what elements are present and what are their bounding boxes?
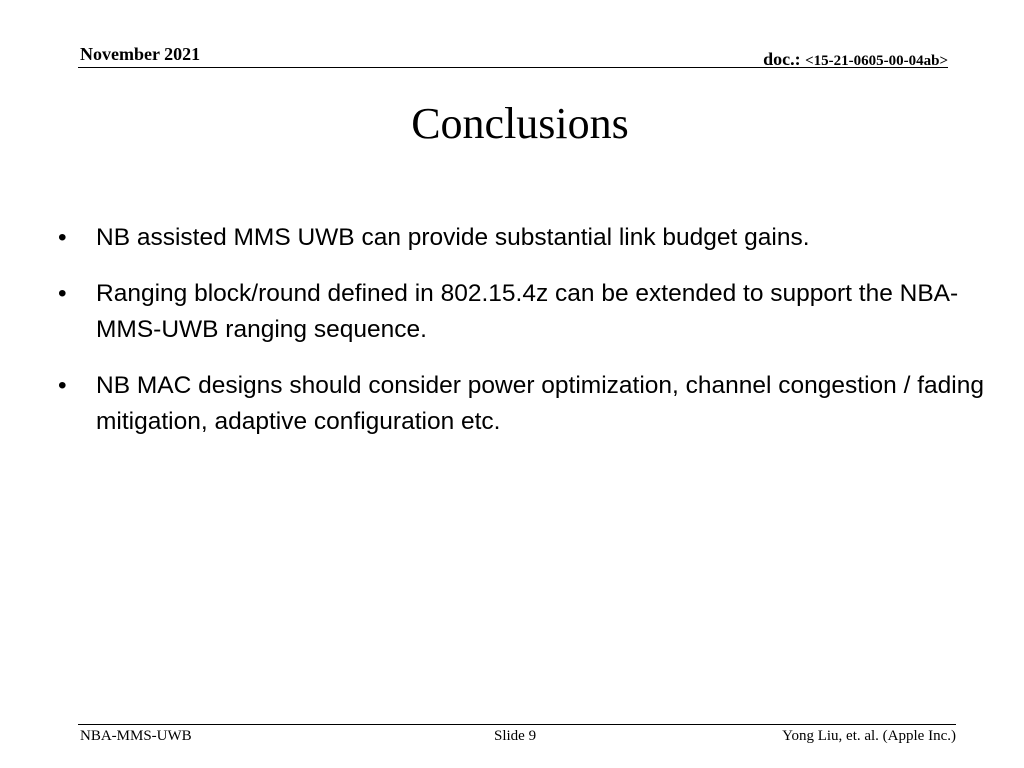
bullet-item-3 [56,368,986,440]
footer-left: NBA-MMS-UWB [80,728,192,744]
bullet-item-2 [56,276,986,348]
footer-rule [78,724,956,725]
doc-label: doc.: [763,49,801,69]
bullet-list [56,220,986,460]
header-rule [78,67,948,68]
slide-title: Conclusions [411,99,629,148]
bullet-marker: • [58,280,67,307]
bullet-text: Ranging block/round defined in 802.15.4z can be extended to support the NBA-MMS-UWB ranging sequence. [96,280,959,343]
bullet-text: NB assisted MMS UWB can provide substantial link budget gains. [96,224,810,251]
bullet-marker: • [58,224,67,251]
doc-number: <15-21-0605-00-04ab> [805,53,948,69]
header-date: November 2021 [80,44,201,64]
bullet-marker: • [58,372,67,399]
footer-author: Yong Liu, et. al. (Apple Inc.) [782,728,956,744]
bullet-item-1 [56,220,986,256]
footer-slide-number: Slide 9 [494,728,537,744]
bullet-text: NB MAC designs should consider power optimization, channel congestion / fading mitigation, adaptive configuration etc. [96,372,984,435]
